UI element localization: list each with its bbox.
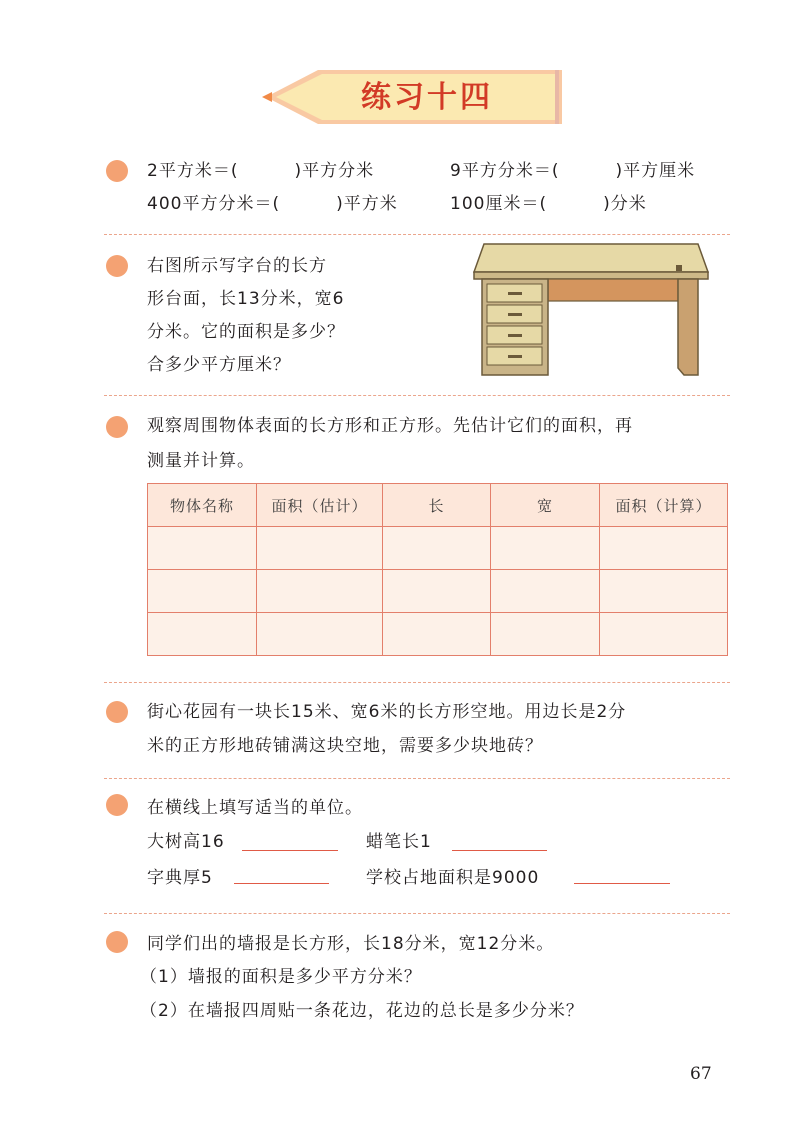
ex1-item-1-before: 2平方米＝( xyxy=(147,161,239,181)
ex1-item-1-after: )平方分米 xyxy=(294,161,375,181)
ex5-item-1: 大树高16 xyxy=(147,832,225,852)
table-cell xyxy=(148,570,257,613)
exercise-4-bullet xyxy=(106,701,128,723)
ex5-item-3: 字典厚5 xyxy=(147,868,213,888)
table-cell xyxy=(383,613,491,656)
ex5-instruction: 在横线上填写适当的单位。 xyxy=(147,798,363,818)
page-number: 67 xyxy=(690,1064,712,1084)
divider-1 xyxy=(104,234,730,235)
table-header: 物体名称 xyxy=(148,484,257,527)
ex6-question-2: （2）在墙报四周贴一条花边，花边的总长是多少分米？ xyxy=(140,1001,584,1021)
exercise-1-bullet xyxy=(106,160,128,182)
table-cell xyxy=(148,527,257,570)
table-cell xyxy=(383,570,491,613)
table-cell xyxy=(257,570,383,613)
ex1-item-2-after: )平方厘米 xyxy=(615,161,696,181)
table-cell xyxy=(257,613,383,656)
ex4-line-1: 街心花园有一块长15米、宽6米的长方形空地。用边长是2分 xyxy=(147,702,627,722)
divider-3 xyxy=(104,682,730,683)
title-banner xyxy=(262,70,562,124)
ex1-item-3-after: )平方米 xyxy=(336,194,398,214)
ex5-item-2: 蜡笔长1 xyxy=(366,832,432,852)
table-cell xyxy=(383,527,491,570)
ex5-item-4: 学校占地面积是9000 xyxy=(366,868,540,888)
ex2-line-2: 形台面，长13分米，宽6 xyxy=(147,289,345,309)
ex5-answer-line-4 xyxy=(574,883,670,884)
desk-illustration xyxy=(470,240,715,380)
measurement-table xyxy=(147,483,728,656)
ex1-item-1 xyxy=(147,158,374,184)
table-row xyxy=(148,613,728,656)
table-cell xyxy=(600,570,728,613)
ex5-answer-line-2 xyxy=(452,850,547,851)
table-cell xyxy=(600,527,728,570)
table-cell xyxy=(491,613,600,656)
ex2-line-1: 右图所示写字台的长方 xyxy=(147,256,327,276)
ex1-item-3-before: 400平方分米＝( xyxy=(147,194,281,214)
ex2-line-4: 合多少平方厘米？ xyxy=(147,355,291,375)
table-header: 长 xyxy=(383,484,491,527)
ex5-answer-line-1 xyxy=(242,850,338,851)
ex1-item-2 xyxy=(450,158,695,184)
table-header: 面积（估计） xyxy=(257,484,383,527)
table-cell xyxy=(491,570,600,613)
table-cell xyxy=(491,527,600,570)
ex4-line-2: 米的正方形地砖铺满这块空地，需要多少块地砖？ xyxy=(147,736,543,756)
exercise-3-bullet xyxy=(106,416,128,438)
table-row xyxy=(148,527,728,570)
divider-4 xyxy=(104,778,730,779)
ex6-line: 同学们出的墙报是长方形，长18分米，宽12分米。 xyxy=(147,934,555,954)
divider-2 xyxy=(104,395,730,396)
ex1-item-4-before: 100厘米＝( xyxy=(450,194,548,214)
exercise-6-bullet xyxy=(106,931,128,953)
exercise-2-bullet xyxy=(106,255,128,277)
ex1-item-3 xyxy=(147,191,398,217)
table-header: 面积（计算） xyxy=(600,484,728,527)
ex3-line-1: 观察周围物体表面的长方形和正方形。先估计它们的面积，再 xyxy=(147,416,633,436)
ex2-line-3: 分米。它的面积是多少？ xyxy=(147,322,345,342)
table-cell xyxy=(600,613,728,656)
table-header: 宽 xyxy=(491,484,600,527)
page-title: 练习十四 xyxy=(361,80,493,115)
ex5-answer-line-3 xyxy=(234,883,329,884)
table-header-row xyxy=(148,484,728,527)
divider-5 xyxy=(104,913,730,914)
ex6-question-1: （1）墙报的面积是多少平方分米？ xyxy=(140,967,422,987)
table-row xyxy=(148,570,728,613)
table-cell xyxy=(257,527,383,570)
ex3-line-2: 测量并计算。 xyxy=(147,451,255,471)
exercise-5-bullet xyxy=(106,794,128,816)
ex1-item-2-before: 9平方分米＝( xyxy=(450,161,560,181)
table-cell xyxy=(148,613,257,656)
ex1-item-4 xyxy=(450,191,647,217)
ex1-item-4-after: )分米 xyxy=(603,194,647,214)
